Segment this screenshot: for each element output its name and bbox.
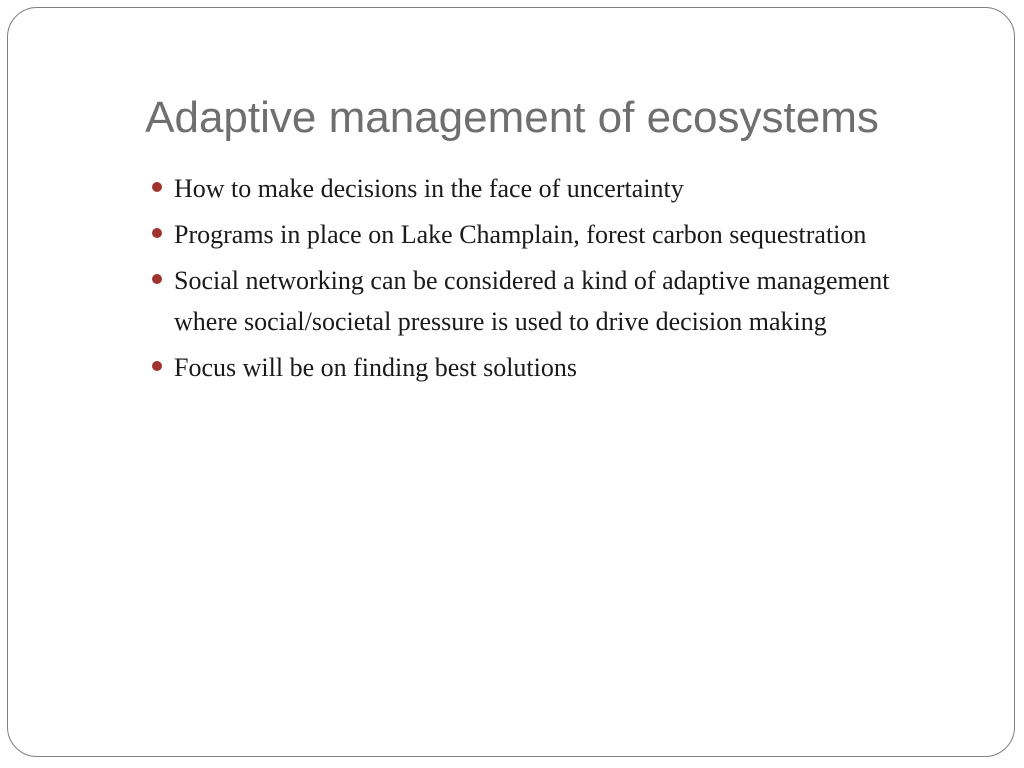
bullet-list: [152, 168, 942, 393]
bullet-text: Social networking can be considered a kind of adaptive management where social/societal pressure is used to drive decision making: [174, 266, 890, 336]
bullet-dot-icon: [152, 182, 162, 192]
slide-title: Adaptive management of ecosystems: [145, 93, 879, 142]
bullet-item: [152, 260, 942, 342]
bullet-item: [152, 168, 942, 209]
bullet-text: Programs in place on Lake Champlain, forest carbon sequestration: [174, 220, 867, 249]
bullet-item: [152, 214, 942, 255]
bullet-text: Focus will be on finding best solutions: [174, 353, 577, 382]
bullet-dot-icon: [152, 228, 162, 238]
bullet-dot-icon: [152, 274, 162, 284]
bullet-dot-icon: [152, 361, 162, 371]
bullet-item: [152, 347, 942, 388]
bullet-text: How to make decisions in the face of uncertainty: [174, 174, 684, 203]
